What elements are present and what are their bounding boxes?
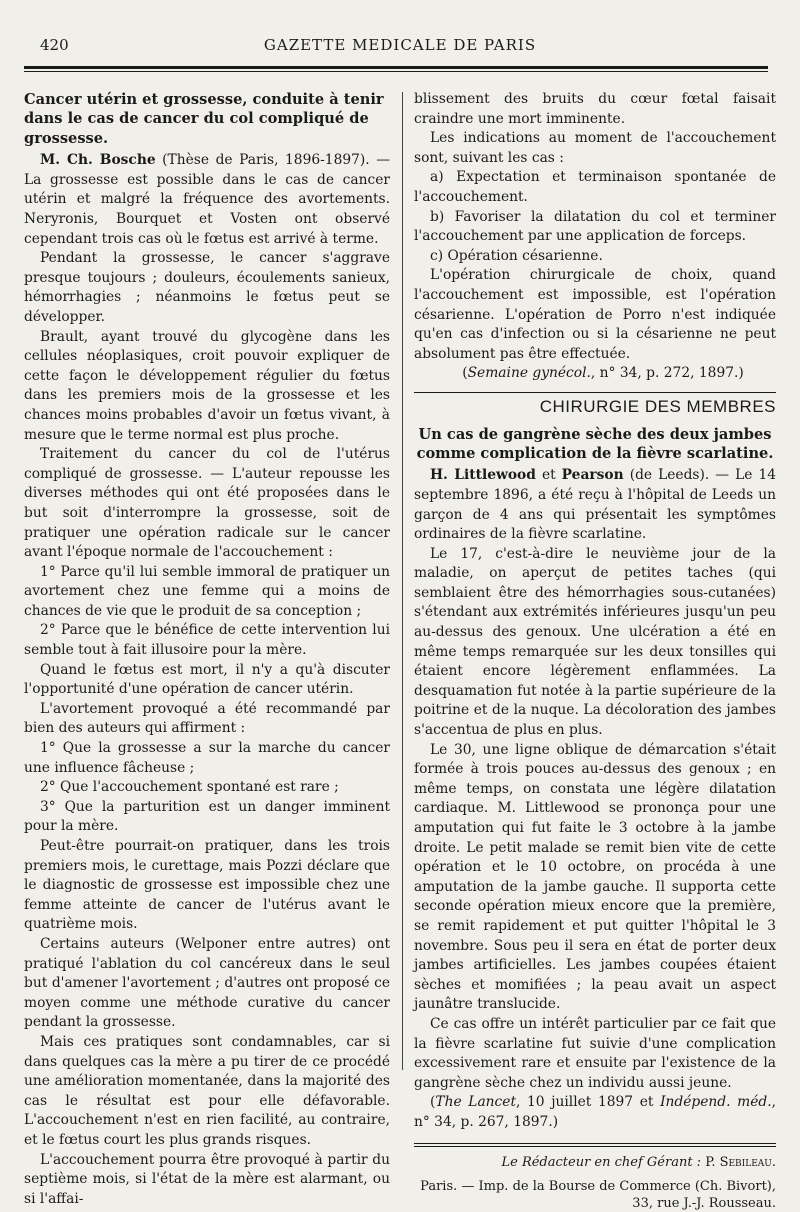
article-intro	[24, 151, 390, 249]
paragraph: blissement des bruits du cœur fœtal faisait craindre une mort imminente.	[414, 91, 776, 127]
running-header	[40, 36, 760, 58]
ref-end: , n° 34, p. 267, 1897.)	[414, 1094, 776, 1130]
paragraph: Mais ces pratiques sont condamnables, car si dans quelques cas la mère a pu tirer de ce procédé une amélioration momentanée, dans la majorité des cas le résultat est pour elle défavorable. L'accouchement n'est en rien facilité, au contraire, et le fœtus court les plus grands risques.	[24, 1033, 390, 1148]
article-title-gangrene: Un cas de gangrène sèche des deux jambes comme complication de la fièvre scarlatine.	[416, 425, 774, 462]
intro-text: (de Leeds). — Le 14 septembre 1896, a été reçu à l'hôpital de Leeds un garçon de 4 ans qui présentait les symptômes ordinaires de la fièvre scarlatine.	[414, 467, 776, 543]
article-title-cancer: Cancer utérin et grossesse, conduite à tenir dans le cas de cancer du col compliqué de grossesse.	[24, 91, 384, 147]
reference	[414, 364, 776, 384]
author-bosche: M. Ch. Bosche	[40, 152, 156, 169]
paragraph: Ce cas offre un intérêt particulier par ce fait que la fièvre scarlatine fut suivie d'une complication excessivement rare et ensuite par l'existence de la gangrène sèche chez un individu aussi jeune.	[414, 1015, 776, 1091]
reference	[414, 1093, 776, 1132]
section-title: CHIRURGIE DES MEMBRES	[414, 392, 776, 417]
page-number: 420	[40, 36, 69, 54]
paragraph: 1° Parce qu'il lui semble immoral de pratiquer un avortement chez une femme qui a moins de chances de vie que le produit de sa conception ;	[24, 563, 390, 619]
ref-details: , n° 34, p. 272, 1897.)	[590, 365, 744, 382]
editor-name: P. Sebileau.	[705, 1154, 776, 1170]
right-column	[414, 90, 776, 1212]
paragraph: L'accouchement pourra être provoqué à partir du septième mois, si l'état de la mère est alarmant, ou si l'affai-	[24, 1151, 390, 1207]
author-littlewood: H. Littlewood	[430, 467, 536, 484]
header-rule-thick	[24, 66, 768, 69]
paragraph: 1° Que la grossesse a sur la marche du cancer une influence fâcheuse ;	[24, 740, 390, 776]
paragraph: Pendant la grossesse, le cancer s'aggrave presque toujours ; douleurs, écoulements sanieux, hémorrhagies ; néanmoins le fœtus peut se développer.	[24, 250, 390, 325]
paragraph: Le 17, c'est-à-dire le neuvième jour de la maladie, on aperçut de petites taches (qui semblaient être des hémorrhagies sous-cutanées) s'étendant aux extrémités inférieures jusqu'un peu au-dessus des genoux. Une ulcération a été en même temps remarquée sur les deux tonsilles qui étaient encore légèrement enflammées. La desquamation fut notée à la partie supérieure de la poitrine et de la nuque. La décoloration des jambes s'accentua de plus en plus.	[414, 545, 776, 739]
ref-mid: , 10 juillet 1897 et	[516, 1094, 661, 1111]
ref-paren: (	[462, 365, 468, 382]
paragraph: Peut-être pourrait-on pratiquer, dans les trois premiers mois, le curettage, mais Pozzi déclare que le diagnostic de grossesse est impossible chez une femme atteinte de cancer de l'utérus avant le quatrième mois.	[24, 838, 390, 933]
editor-line	[414, 1153, 776, 1173]
footer-rule-2	[414, 1146, 776, 1147]
printer-address: 33, rue J.-J. Rousseau.	[632, 1196, 776, 1212]
paragraph: 2° Que l'accouchement spontané est rare ;	[40, 779, 339, 796]
article-intro	[414, 466, 776, 544]
header-rule-thin	[24, 71, 768, 72]
paragraph: 2° Parce que le bénéfice de cette intervention lui semble tout à fait illusoire pour la mère.	[24, 622, 390, 659]
printer-imprint	[414, 1178, 776, 1212]
paragraph: L'avortement provoqué a été recommandé par bien des auteurs qui affirment :	[24, 700, 390, 737]
paragraph: Quand le fœtus est mort, il n'y a qu'à discuter l'opportunité d'une opération de cancer utérin.	[24, 661, 390, 698]
paragraph: a) Expectation et terminaison spontanée de l'accouchement.	[414, 169, 776, 205]
footer-rule	[414, 1143, 776, 1144]
author-conj: et	[535, 467, 562, 484]
paragraph: c) Opération césarienne.	[430, 247, 603, 264]
paragraph: Traitement du cancer du col de l'utérus compliqué de grossesse. — L'auteur repousse les diverses méthodes qui ont été proposées dans le but soit d'interrompre la grossesse, soit de pratiquer une opération radicale sur le cancer avant l'époque normale de l'accouchement :	[24, 446, 390, 561]
column-separator	[402, 92, 403, 1070]
paragraph: Brault, ayant trouvé du glycogène dans les cellules néoplasiques, croit pouvoir expliquer de cette façon le développement régulier du fœtus dans les premiers mois de la grossesse et les chances moins probables d'avoir un fœtus vivant, à mesure que le terme normal est plus proche.	[24, 328, 390, 443]
paragraph: Le 30, une ligne oblique de démarcation s'était formée à trois pouces au-dessus des genoux ; en même temps, on constata une légère dilatation cardiaque. M. Littlewood se prononça pour une amputation qui fut faite le 3 octobre à la jambe droite. Le petit malade se remit bien vite de cette opération et le 10 octobre, on procéda à une amputation de la jambe gauche. Il supporta cette seconde opération mieux encore que la première, se remit rapidement et put quitter l'hôpital le 3 novembre. Sous peu il sera en état de porter deux jambes artificielles. Les jambes coupées étaient sèches et momifiées ; la peau avait un aspect jaunâtre translucide.	[414, 741, 776, 1013]
author-pearson: Pearson	[561, 467, 624, 484]
paragraph: Les indications au moment de l'accouchement sont, suivant les cas :	[414, 130, 776, 166]
printer-line: Paris. — Imp. de la Bourse de Commerce (Ch. Bivort),	[420, 1179, 776, 1195]
ref-journal-independ: Indépend. méd.	[660, 1094, 772, 1111]
paragraph: Certains auteurs (Welponer entre autres) ont pratiqué l'ablation du col cancéreux dans le seul but d'amener l'avortement ; d'autres ont proposé ce moyen comme une méthode curative du cancer pendant la grossesse.	[24, 935, 390, 1031]
paragraph: L'opération chirurgicale de choix, quand l'accouchement est impossible, est l'opération césarienne. L'opération de Porro n'est indiquée qu'en cas d'infection ou si la césarienne ne peut absolument pas être effectuée.	[414, 267, 776, 362]
paragraph: 3° Que la parturition est un danger imminent pour la mère.	[24, 798, 390, 835]
left-column	[24, 90, 390, 1209]
ref-journal-lancet: The Lancet	[435, 1094, 516, 1111]
paragraph: b) Favoriser la dilatation du col et terminer l'accouchement par une application de forceps.	[414, 208, 776, 245]
ref-paren: (	[430, 1094, 436, 1111]
ref-journal: Semaine gynécol.	[467, 365, 591, 382]
journal-title: GAZETTE MEDICALE DE PARIS	[263, 36, 537, 54]
intro-text: (Thèse de Paris, 1896-1897). — La grossesse est possible dans le cas de cancer utérin et malgré la fréquence des avortements. Neryronis, Bourquet et Vosten ont observé cependant trois cas où le fœtus est arrivé à terme.	[24, 152, 390, 247]
editor-label: Le Rédacteur en chef Gérant :	[501, 1154, 702, 1170]
